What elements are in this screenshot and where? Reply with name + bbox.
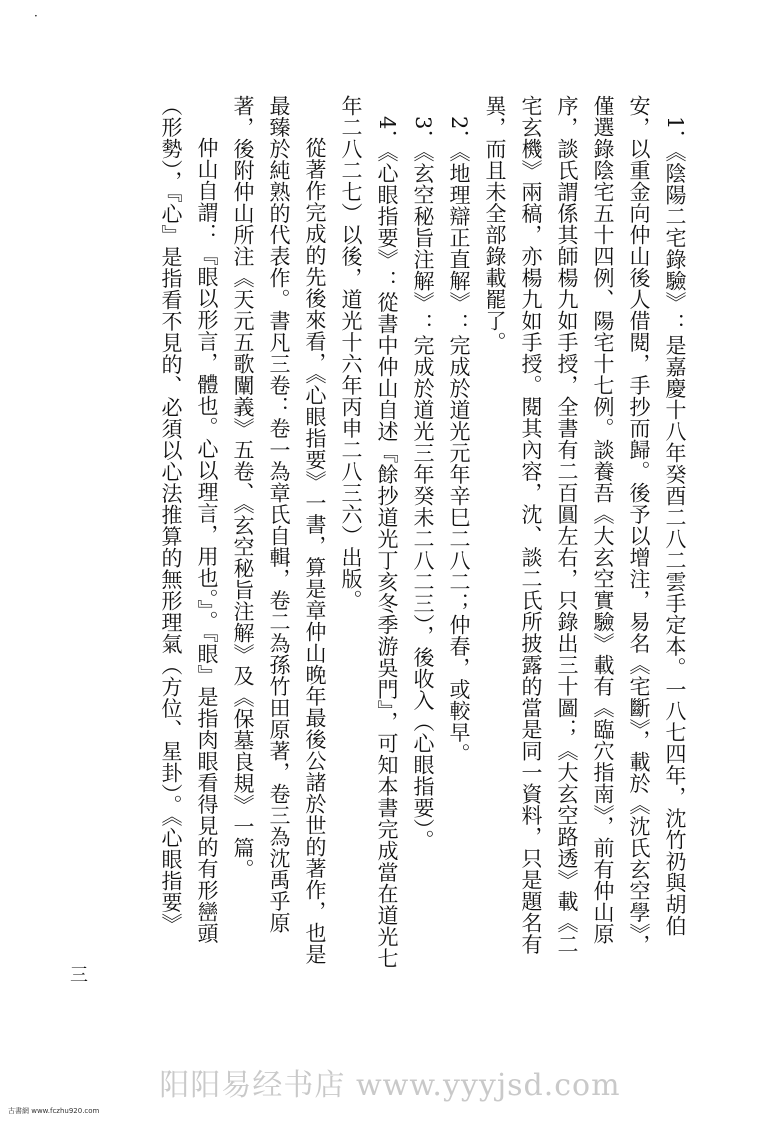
paragraph-item-1: 1．《陰陽二宅錄驗》：是嘉慶十八年癸酉二八二雲手定本。一八七四年，沈竹礽與胡伯安，以重金向仲山後人借閱，手抄而歸。後予以增注，易名《宅斷》，載於《沈氏玄空學》，僅選錄陰宅五十四例、陽宅十七例。談養吾《大玄空實驗》載有《臨穴指南》，前有仲山原序，談氏謂係其師楊九如手授，全書有二百圓左右，只錄出三十圖；《大玄空路透》載《二宅玄機》兩稿，亦楊九如手授。閱其內容，沈、談二氏所披露的當是同一資料，只是題名有異，而且未全部錄載罷了。 bbox=[483, 95, 687, 956]
footer-url: 古書網 www.fczhu920.com bbox=[8, 1107, 100, 1115]
paragraph-body-2: 仲山自謂：『眼以形言，體也。心以理言，用也。』。『眼』是指肉眼看得見的有形巒頭（形勢），『心』是指看不見的、必須以心法推算的無形理氣（方位、星卦）。《心眼指要》 bbox=[159, 95, 219, 944]
page-number: 三 bbox=[67, 965, 88, 983]
paragraph-item-4: 4．《心眼指要》：從書中仲山自述『餘抄道光丁亥冬季游吳門』，可知本書完成當在道光七年二八二七）以後，道光十六年丙申二八三六）出版。 bbox=[339, 95, 399, 969]
paragraph-item-3: 3．《玄空秘旨注解》：完成於道光三年癸未二八二三），後收入（心眼指要）。 bbox=[411, 116, 435, 851]
main-text-column bbox=[128, 95, 693, 975]
paragraph-body-1: 從著作完成的先後來看，《心眼指要》一書，算是章仲山晚年最後公諸於世的著作，也是最臻於純熟的代表作。書凡三卷：卷一為章氏自輯，卷二為孫竹田原著，卷三為沈禹乎原著，後附仲山所注《天元五歌闡義》五卷、《玄空秘旨注解》及《保墓良規》一篇。 bbox=[231, 95, 327, 965]
top-mark: · bbox=[34, 9, 38, 23]
paragraph-item-2: 2．《地理辯正直解》：完成於道光元年辛巳二八二；仲春，或較早。 bbox=[447, 116, 471, 765]
watermark: 阳阳易经书店 www.yyyjsd.com bbox=[159, 1068, 621, 1103]
